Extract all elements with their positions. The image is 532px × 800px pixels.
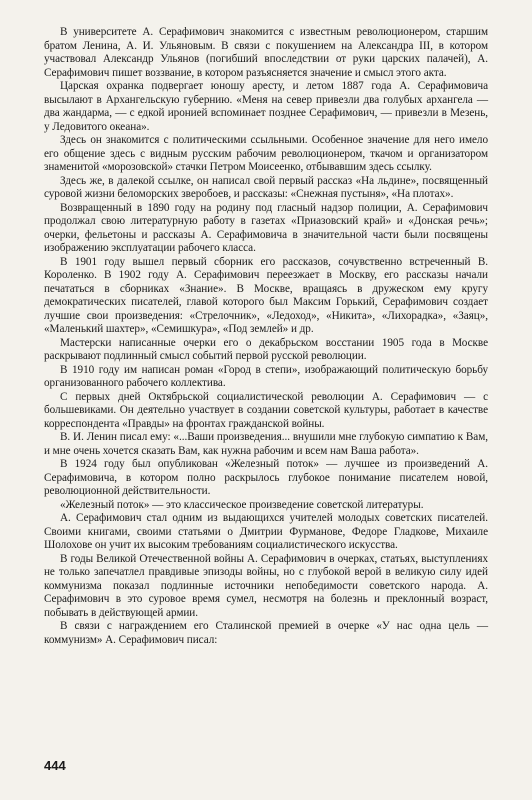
paragraph: С первых дней Октябрьской социалистической революции А. Серафимович — с большевиками. Он деятельно участвует в создании советской культуры, работает в качестве корреспондента «Правды» на фронтах гражданской войны.	[44, 390, 488, 430]
paragraph: В 1924 году был опубликован «Железный поток» — лучшее из произведений А. Серафимовича, в котором полно раскрылось глубокое понимание писателем новой, революционной действительности.	[44, 458, 488, 497]
paragraph: Здесь же, в далекой ссылке, он написал свой первый рассказ «На льдине», посвященный суровой жизни беломорских зверобоев, и рассказы: «Снежная пустыня», «На плотах».	[44, 174, 488, 200]
paragraph: Возвращенный в 1890 году на родину под гласный надзор полиции, А. Серафимович продолжал свою литературную работу в газетах «Приазовский край» и «Донская речь»; очерки, фельетоны и рассказы А. Серафимовича в значительной части были посвящены изображению эксплуатации рабочего класса.	[44, 201, 488, 254]
paragraph: Мастерски написанные очерки его о декабрьском восстании 1905 года в Москве раскрывают подлинный смысл событий первой русской революции.	[44, 336, 488, 362]
page-number: 444	[44, 758, 66, 773]
paragraph: Царская охранка подвергает юношу аресту, и летом 1887 года А. Серафимовича высылают в Архангельскую губернию. «Меня на север привезли два голубых архангела — два жандарма, — с едкой иронией вспоминает позднее Серафимович, — привезли в Мезень, у Ледовитого океана».	[44, 80, 488, 133]
paragraph: Здесь он знакомится с политическими ссыльными. Особенное значение для него имело его общение здесь с видным русским рабочим революционером, ткачом и организатором знаменитой «морозовской» стачки Петром Моисеенко, отбывавшим здесь ссылку.	[44, 134, 488, 173]
paragraph: В. И. Ленин писал ему: «...Ваши произведения... внушили мне глубокую симпатию к Вам, и мне очень хочется сказать Вам, как нужна рабочим и всем нам Ваша работа».	[44, 431, 488, 457]
body-text	[44, 26, 488, 647]
paragraph: А. Серафимович стал одним из выдающихся учителей молодых советских писателей. Своими книгами, своими статьями о Дмитрии Фурманове, Федоре Гладкове, Михаиле Шолохове он учит их высоким требованиям социалистического искусства.	[44, 512, 488, 551]
paragraph: В связи с награждением его Сталинской премией в очерке «У нас одна цель — коммунизм» А. Серафимович писал:	[44, 620, 488, 646]
paragraph: В университете А. Серафимович знакомится с известным революционером, старшим братом Ленина, А. И. Ульяновым. В связи с покушением на Александра III, в котором участвовал Александр Ульянов (погибший впоследствии от руки царских палачей), А. Серафимович пишет воззвание, в котором разъясняется значение и смысл этого акта.	[44, 26, 488, 79]
paragraph: В 1901 году вышел первый сборник его рассказов, сочувственно встреченный В. Короленко. В 1902 году А. Серафимович переезжает в Москву, его рассказы начали печататься в сборниках «Знание». В Москве, вращаясь в дружеском ему кругу демократических писателей, главой которого был Максим Горький, Серафимович создает лучшие свои произведения: «Стрелочник», «Ледоход», «Никита», «Лихорадка», «Заяц», «Маленький шахтер», «Семишкура», «Под землей» и др.	[44, 255, 488, 335]
paragraph: В 1910 году им написан роман «Город в степи», изображающий политическую борьбу организованного рабочего коллектива.	[44, 363, 488, 389]
paragraph: «Железный поток» — это классическое произведение советской литературы.	[60, 498, 424, 511]
paragraph: В годы Великой Отечественной войны А. Серафимович в очерках, статьях, выступлениях не только запечатлел правдивые эпизоды войны, но с глубокой верой в великую силу идей коммунизма показал подлинные источники непобедимости советского народа. А. Серафимович в это суровое время сумел, несмотря на болезнь и преклонный возраст, побывать в действующей армии.	[44, 552, 488, 619]
